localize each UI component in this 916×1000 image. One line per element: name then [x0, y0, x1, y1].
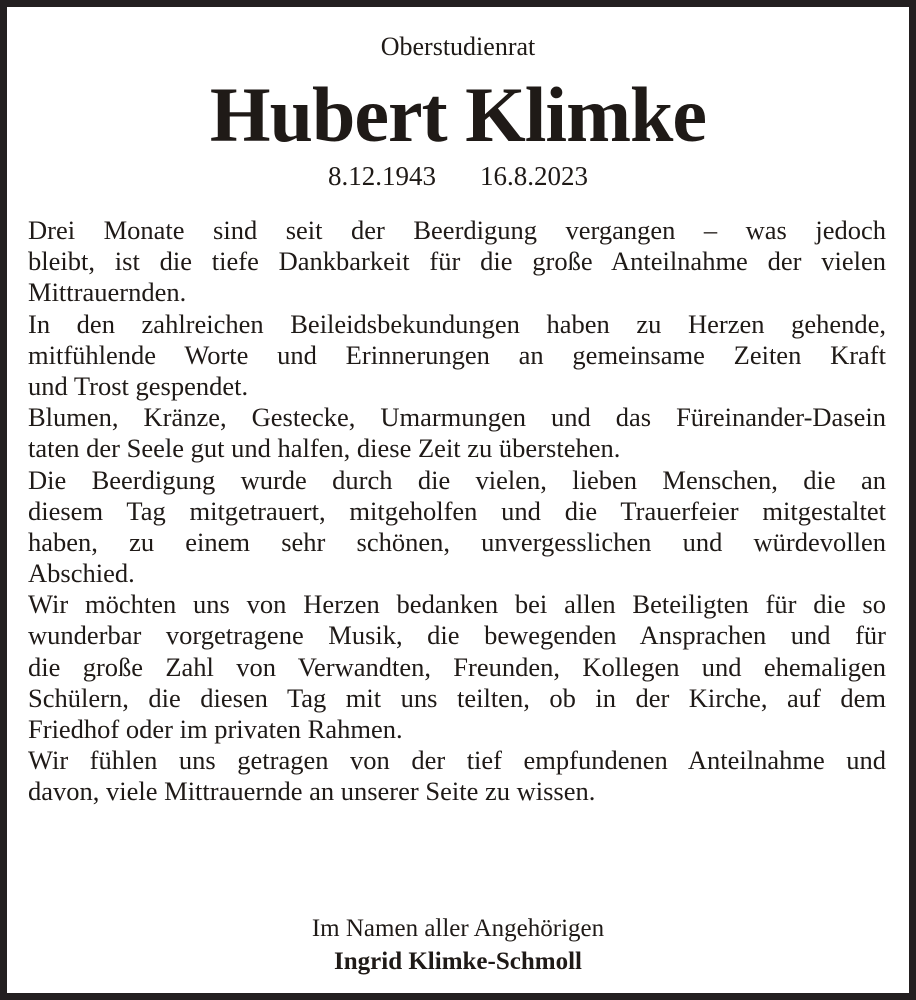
paragraph-6 [28, 745, 886, 807]
text-line: Wir fühlen uns getragen von der tief empfundenen Anteilnahme und [28, 745, 886, 776]
text-line: mitfühlende Worte und Erinnerungen an gemeinsame Zeiten Kraft [28, 339, 886, 370]
text-line: haben, zu einem sehr schönen, unvergesslichen und würdevollen [28, 526, 886, 557]
text-line: In den zahlreichen Beileidsbekundungen haben zu Herzen gehende, [28, 308, 886, 339]
paragraph-4 [28, 465, 886, 590]
academic-title: Oberstudienrat [380, 32, 536, 61]
signatory-name: Ingrid Klimke-Schmoll [334, 948, 582, 975]
thank-you-text [28, 215, 886, 808]
life-dates [7, 159, 909, 193]
text-line: Schülern, die diesen Tag mit uns teilten, ob in der Kirche, auf dem [28, 682, 886, 713]
text-line: davon, viele Mittrauernde an unserer Seite zu wissen. [28, 776, 596, 807]
text-line: Abschied. [28, 558, 135, 589]
text-line: Die Beerdigung wurde durch die vielen, lieben Menschen, die an [28, 464, 886, 495]
text-line: Blumen, Kränze, Gestecke, Umarmungen und das Füreinander-Dasein [28, 402, 886, 433]
text-line: Mittrauernden. [28, 277, 187, 308]
deceased-name: Hubert Klimke [209, 71, 707, 158]
paragraph-5 [28, 589, 886, 745]
text-line: und Trost gespendet. [28, 370, 249, 401]
paragraph-3 [28, 402, 886, 464]
on-behalf-line: Im Namen aller Angehörigen [311, 915, 605, 942]
text-line: wunderbar vorgetragene Musik, die bewegenden Ansprachen und für [28, 620, 886, 651]
birth-date: 8.12.1943 [328, 161, 436, 191]
text-line: Friedhof oder im privaten Rahmen. [28, 714, 403, 744]
text-line: taten der Seele gut und halfen, diese Zeit zu überstehen. [28, 433, 621, 464]
text-line: Wir möchten uns von Herzen bedanken bei allen Beteiligten für die so [28, 589, 886, 620]
text-line: Drei Monate sind seit der Beerdigung vergangen – was jedoch [28, 215, 886, 245]
death-date: 16.8.2023 [480, 161, 588, 191]
text-line: die große Zahl von Verwandten, Freunden, Kollegen und ehemaligen [28, 651, 886, 682]
paragraph-1 [28, 215, 886, 309]
text-line: bleibt, ist die tiefe Dankbarkeit für die große Anteilnahme der vielen [28, 246, 886, 277]
text-line: diesem Tag mitgetrauert, mitgeholfen und die Trauerfeier mitgestaltet [28, 495, 886, 526]
paragraph-2 [28, 309, 886, 403]
